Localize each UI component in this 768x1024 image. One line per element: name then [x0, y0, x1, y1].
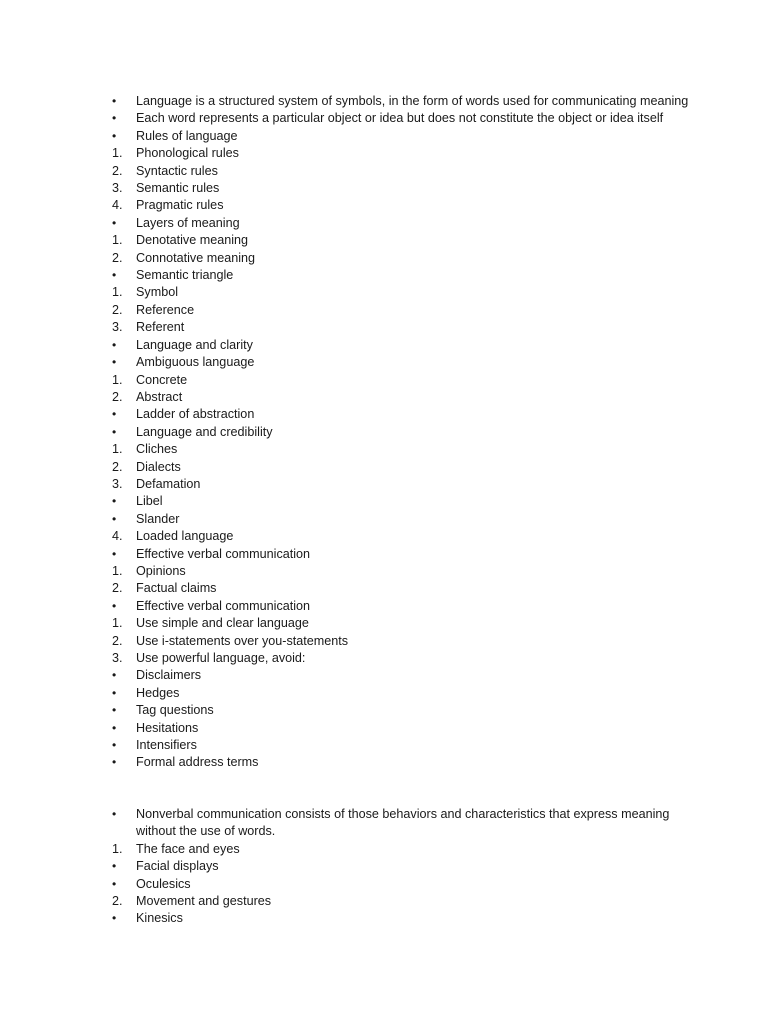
number-marker: 3.: [112, 651, 123, 665]
bullet-marker: •: [112, 111, 117, 126]
list-item: [104, 354, 704, 371]
list-item: [104, 720, 704, 737]
list-item: [104, 667, 704, 684]
list-item: [104, 372, 704, 389]
list-item: [104, 424, 704, 441]
list-item: [104, 110, 704, 127]
list-item-text: Phonological rules: [136, 146, 239, 161]
list-item-text: Use powerful language, avoid:: [136, 651, 306, 665]
list-item-text: Layers of meaning: [136, 215, 240, 230]
list-section-nonverbal: [104, 806, 704, 928]
list-item: [104, 197, 704, 214]
list-item-text: Effective verbal communication: [136, 598, 311, 613]
list-item-text: Nonverbal communication consists of those behaviors and characteristics that express meaning without the use of words.: [136, 807, 670, 839]
list-item: [104, 806, 704, 841]
list-item: [104, 876, 704, 893]
number-marker: 3.: [112, 320, 123, 335]
list-item-text: Hesitations: [136, 720, 199, 735]
number-marker: 2.: [112, 581, 123, 596]
list-item-text: Factual claims: [136, 581, 217, 596]
list-item: [104, 389, 704, 406]
bullet-marker: •: [112, 424, 117, 439]
list-item-text: Ambiguous language: [136, 355, 255, 370]
number-marker: 2.: [112, 459, 123, 474]
list-item: [104, 145, 704, 162]
bullet-marker: •: [112, 685, 117, 700]
list-item: [104, 163, 704, 180]
list-item-text: Each word represents a particular object or idea but does not constitute the object or idea itself: [136, 111, 664, 126]
list-item: [104, 528, 704, 545]
bullet-marker: •: [112, 337, 117, 352]
list-item: [104, 615, 704, 632]
bullet-marker: •: [112, 215, 117, 230]
bullet-marker: •: [112, 546, 117, 561]
number-marker: 2.: [112, 894, 123, 909]
list-item: [104, 563, 704, 580]
list-item: [104, 128, 704, 145]
list-section-verbal: [104, 93, 704, 772]
list-item: [104, 754, 704, 771]
list-item: [104, 511, 704, 528]
list-item: [104, 685, 704, 702]
bullet-marker: •: [112, 511, 117, 526]
bullet-marker: •: [112, 268, 117, 283]
list-item: [104, 737, 704, 754]
list-item: [104, 546, 704, 563]
list-item-text: Effective verbal communication: [136, 546, 311, 561]
number-marker: 3.: [112, 476, 123, 491]
bullet-marker: •: [112, 807, 117, 821]
number-marker: 3.: [112, 181, 123, 196]
list-item-text: Movement and gestures: [136, 894, 272, 909]
number-marker: 2.: [112, 250, 123, 265]
list-item: [104, 841, 704, 858]
list-item: [104, 893, 704, 910]
list-item-text: Intensifiers: [136, 738, 197, 753]
number-marker: 1.: [112, 563, 123, 578]
list-item: [104, 650, 704, 667]
list-item-text: Facial displays: [136, 859, 219, 874]
bullet-marker: •: [112, 407, 117, 422]
list-item: [104, 702, 704, 719]
list-item-text: Tag questions: [136, 703, 214, 718]
list-item: [104, 302, 704, 319]
list-item-text: Libel: [136, 494, 163, 509]
list-item-text: Slander: [136, 511, 180, 526]
bullet-marker: •: [112, 128, 117, 143]
number-marker: 1.: [112, 841, 123, 856]
bullet-marker: •: [112, 755, 117, 770]
list-item: [104, 215, 704, 232]
list-item: [104, 319, 704, 336]
list-item-text: Semantic rules: [136, 181, 220, 196]
list-item-text: Kinesics: [136, 911, 183, 926]
list-item: [104, 580, 704, 597]
number-marker: 4.: [112, 198, 123, 213]
number-marker: 2.: [112, 389, 123, 404]
bullet-marker: •: [112, 355, 117, 370]
bullet-marker: •: [112, 94, 117, 108]
list-item-text: Defamation: [136, 476, 201, 491]
list-item-text: Concrete: [136, 372, 188, 387]
bullet-marker: •: [112, 494, 117, 509]
list-item: [104, 441, 704, 458]
list-item-text: Pragmatic rules: [136, 198, 224, 213]
list-item-text: Syntactic rules: [136, 163, 218, 178]
list-item-text: Ladder of abstraction: [136, 407, 255, 422]
bullet-marker: •: [112, 911, 117, 926]
number-marker: 1.: [112, 616, 123, 631]
list-item: [104, 180, 704, 197]
list-item-text: Referent: [136, 320, 185, 335]
list-item: [104, 476, 704, 493]
list-item: [104, 459, 704, 476]
number-marker: 2.: [112, 163, 123, 178]
list-item-text: Opinions: [136, 563, 186, 578]
list-item-text: Connotative meaning: [136, 250, 256, 265]
list-item-text: Cliches: [136, 442, 178, 457]
number-marker: 2.: [112, 302, 123, 317]
list-item: [104, 633, 704, 650]
list-item: [104, 250, 704, 267]
bullet-marker: •: [112, 720, 117, 735]
list-item: [104, 232, 704, 249]
list-item-text: Symbol: [136, 285, 178, 300]
number-marker: 1.: [112, 146, 123, 161]
list-item-text: Language is a structured system of symbols, in the form of words used for communicating meaning: [136, 94, 689, 108]
number-marker: 2.: [112, 633, 123, 648]
bullet-marker: •: [112, 738, 117, 753]
list-item-text: The face and eyes: [136, 841, 240, 856]
list-item-text: Dialects: [136, 459, 181, 474]
number-marker: 1.: [112, 372, 123, 387]
list-item: [104, 267, 704, 284]
list-item-text: Rules of language: [136, 128, 238, 143]
list-item-text: Reference: [136, 302, 195, 317]
list-item: [104, 284, 704, 301]
bullet-marker: •: [112, 876, 117, 891]
bullet-marker: •: [112, 859, 117, 874]
list-item: [104, 337, 704, 354]
list-item-text: Abstract: [136, 389, 183, 404]
list-item: [104, 493, 704, 510]
list-item-text: Hedges: [136, 685, 180, 700]
list-item: [104, 406, 704, 423]
list-item-text: Oculesics: [136, 876, 191, 891]
list-item-text: Loaded language: [136, 529, 234, 544]
list-item-text: Semantic triangle: [136, 268, 234, 283]
list-item-text: Disclaimers: [136, 668, 202, 683]
number-marker: 1.: [112, 285, 123, 300]
list-item-text: Use simple and clear language: [136, 616, 309, 631]
number-marker: 1.: [112, 233, 123, 248]
list-item: [104, 910, 704, 927]
list-item-text: Language and clarity: [136, 337, 253, 352]
list-item: [104, 598, 704, 615]
list-item-text: Language and credibility: [136, 424, 273, 439]
list-item: [104, 93, 704, 110]
number-marker: 1.: [112, 442, 123, 457]
bullet-marker: •: [112, 668, 117, 683]
bullet-marker: •: [112, 703, 117, 718]
list-item-text: Formal address terms: [136, 755, 259, 770]
number-marker: 4.: [112, 529, 123, 544]
list-item-text: Use i-statements over you-statements: [136, 633, 349, 648]
list-item-text: Denotative meaning: [136, 233, 249, 248]
list-item: [104, 858, 704, 875]
bullet-marker: •: [112, 598, 117, 613]
